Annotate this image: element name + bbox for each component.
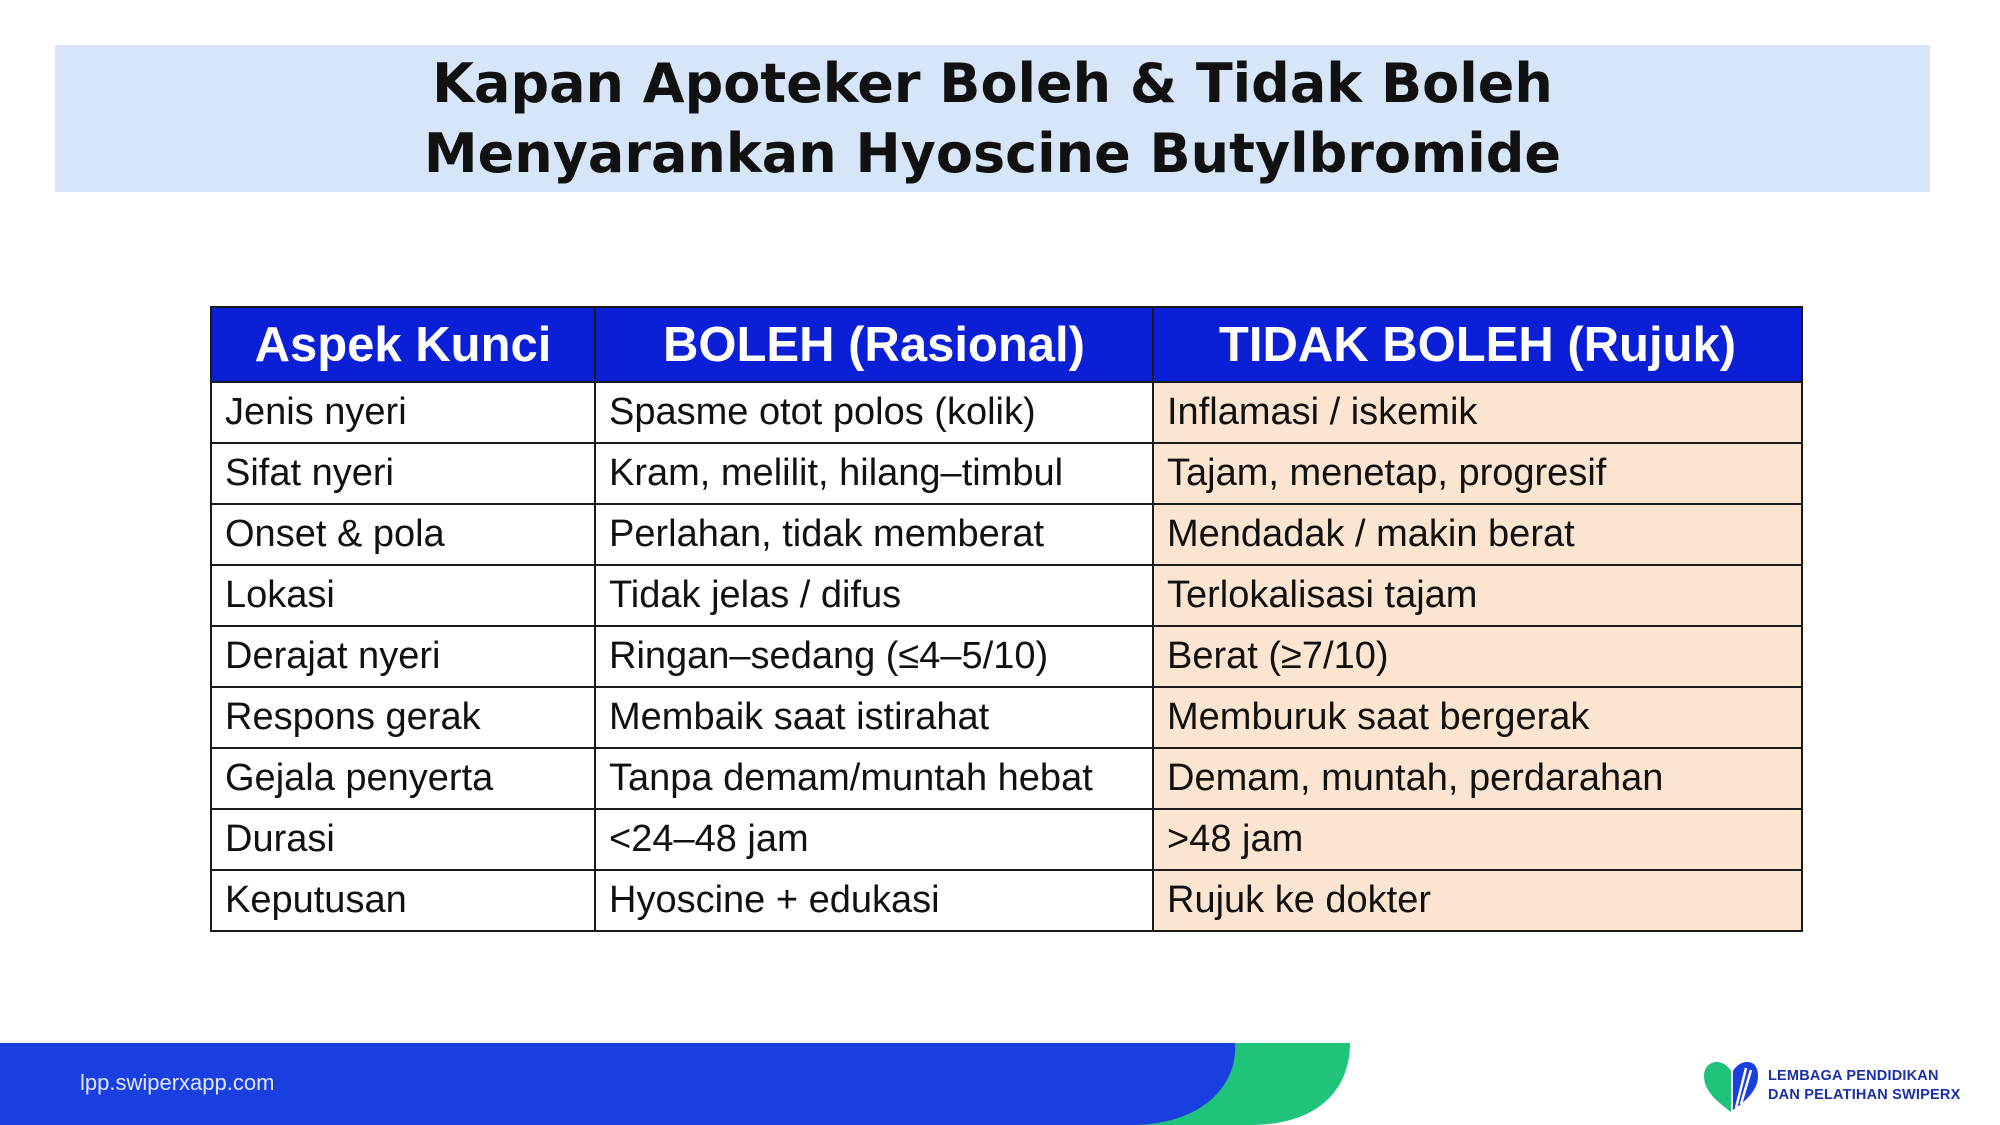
header-boleh: BOLEH (Rasional)	[595, 307, 1153, 382]
header-tidak-boleh: TIDAK BOLEH (Rujuk)	[1153, 307, 1802, 382]
table-row	[211, 748, 1802, 809]
table-row	[211, 443, 1802, 504]
cell-tidak-boleh: Terlokalisasi tajam	[1153, 565, 1802, 626]
logo-text	[1768, 1067, 1960, 1105]
comparison-table-wrapper	[210, 306, 1803, 932]
cell-boleh: Hyoscine + edukasi	[595, 870, 1153, 931]
page-title-line-2: Menyarankan Hyoscine Butylbromide	[423, 121, 1562, 185]
swiperx-logo	[1700, 1058, 1960, 1114]
table-row	[211, 382, 1802, 443]
cell-boleh: Membaik saat istirahat	[595, 687, 1153, 748]
cell-boleh: Tanpa demam/muntah hebat	[595, 748, 1153, 809]
cell-tidak-boleh: Berat (≥7/10)	[1153, 626, 1802, 687]
heart-shield-logo-icon	[1700, 1058, 1762, 1114]
cell-tidak-boleh: >48 jam	[1153, 809, 1802, 870]
cell-aspect: Derajat nyeri	[211, 626, 595, 687]
logo-text-line-1: LEMBAGA PENDIDIKAN	[1768, 1068, 1939, 1084]
page-title-line-1: Kapan Apoteker Boleh & Tidak Boleh	[432, 51, 1553, 115]
cell-boleh: Spasme otot polos (kolik)	[595, 382, 1153, 443]
cell-tidak-boleh: Memburuk saat bergerak	[1153, 687, 1802, 748]
cell-tidak-boleh: Rujuk ke dokter	[1153, 870, 1802, 931]
cell-aspect: Onset & pola	[211, 504, 595, 565]
cell-aspect: Respons gerak	[211, 687, 595, 748]
cell-boleh: Perlahan, tidak memberat	[595, 504, 1153, 565]
cell-aspect: Jenis nyeri	[211, 382, 595, 443]
cell-tidak-boleh: Demam, muntah, perdarahan	[1153, 748, 1802, 809]
cell-boleh: Tidak jelas / difus	[595, 565, 1153, 626]
table-row	[211, 870, 1802, 931]
cell-tidak-boleh: Tajam, menetap, progresif	[1153, 443, 1802, 504]
cell-boleh: Ringan–sedang (≤4–5/10)	[595, 626, 1153, 687]
cell-aspect: Keputusan	[211, 870, 595, 931]
logo-text-line-2: DAN PELATIHAN SWIPERX	[1768, 1087, 1961, 1103]
footer-url-link[interactable]: lpp.swiperxapp.com	[80, 1070, 275, 1095]
table-header-row	[211, 307, 1802, 382]
comparison-table	[210, 306, 1803, 932]
cell-boleh: Kram, melilit, hilang–timbul	[595, 443, 1153, 504]
cell-tidak-boleh: Inflamasi / iskemik	[1153, 382, 1802, 443]
table-row	[211, 565, 1802, 626]
table-row	[211, 626, 1802, 687]
cell-boleh: <24–48 jam	[595, 809, 1153, 870]
table-row	[211, 687, 1802, 748]
cell-tidak-boleh: Mendadak / makin berat	[1153, 504, 1802, 565]
header-aspek-kunci: Aspek Kunci	[211, 307, 595, 382]
cell-aspect: Lokasi	[211, 565, 595, 626]
table-row	[211, 504, 1802, 565]
cell-aspect: Durasi	[211, 809, 595, 870]
table-row	[211, 809, 1802, 870]
cell-aspect: Sifat nyeri	[211, 443, 595, 504]
cell-aspect: Gejala penyerta	[211, 748, 595, 809]
title-banner	[55, 45, 1930, 192]
